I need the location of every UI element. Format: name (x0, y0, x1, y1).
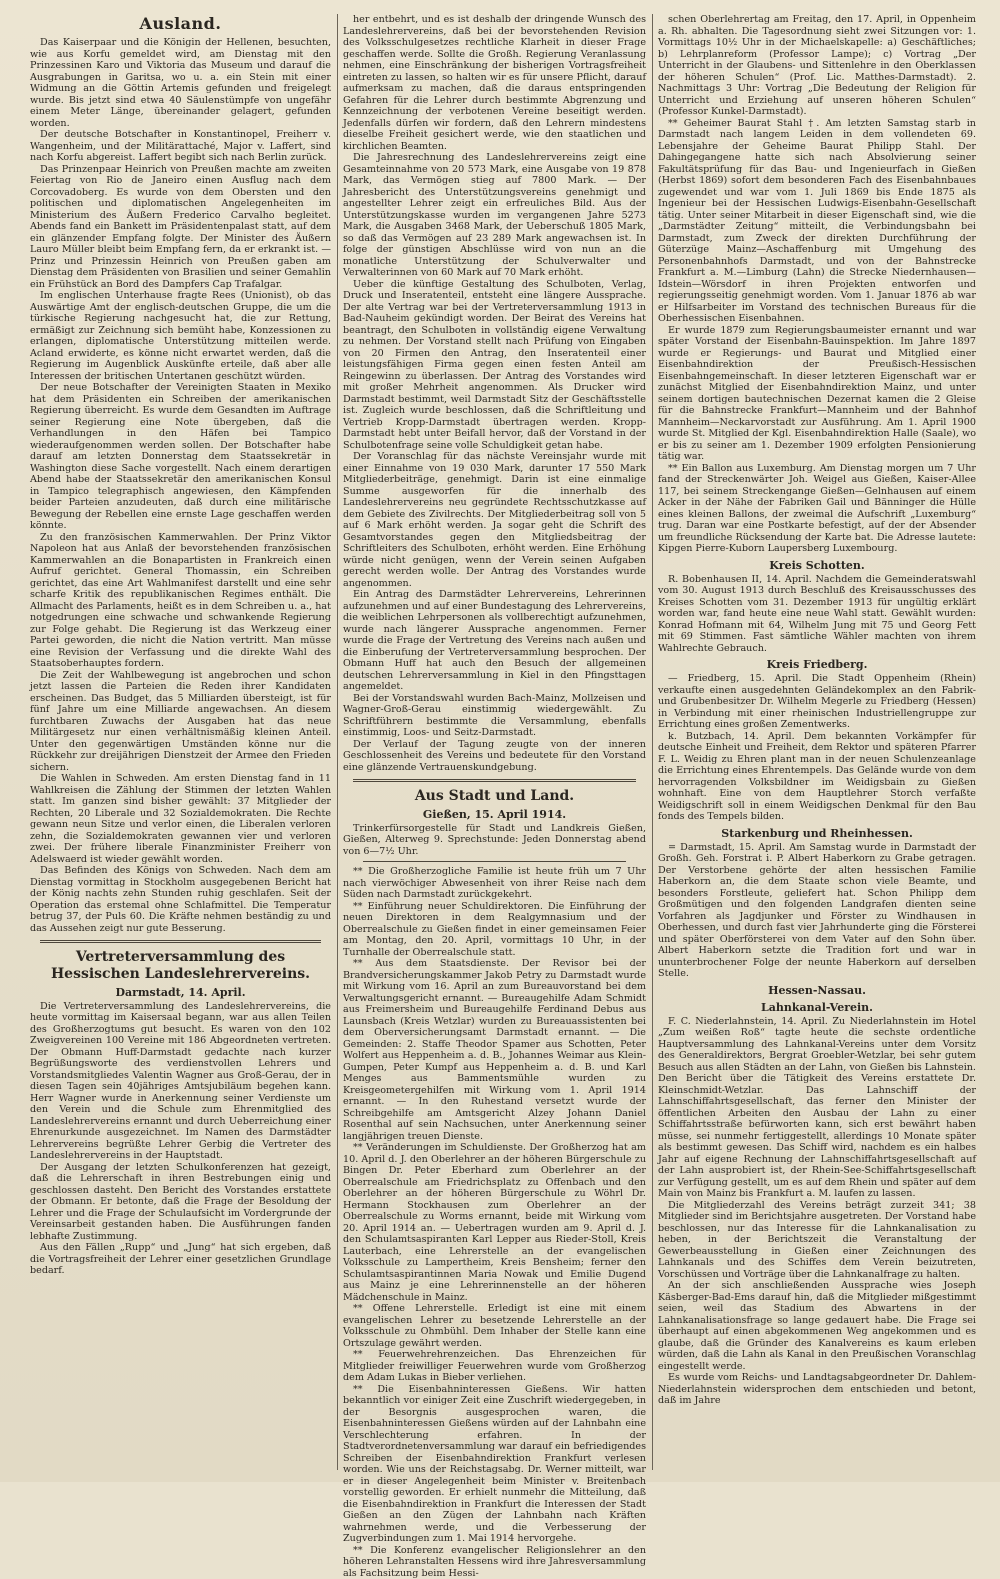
subheading-kreis-schotten: Kreis Schotten. (658, 559, 976, 572)
article-paragraph: ** Die Konferenz evangelischer Religionslehrer an den höheren Lehranstalten Hessens wird ihre Jahresversammlung als Fachsitzung beim Hessi- (343, 1545, 646, 1579)
article-paragraph: schen Oberlehrertag am Freitag, den 17. April, in Oppenheim a. Rh. abhalten. Die Tagesordnung sieht zwei Sitzungen vor: 1. Vormittags 10½ Uhr in der Michaelskapelle: a) Geschäftliches; b) Lehrplanreform (Professor Lampe); c) Vortrag „Der Unterricht in der Glaubens- und Sittenlehre in den Oberklassen der höheren Schulen“ (Prof. Lic. Matthes-Darmstadt). 2. Nachmittags 3 Uhr: Vortrag „Die Bedeutung der Religion für Unterricht und Erziehung auf unseren höheren Schulen“ (Professor Kunkel-Darmstadt). (658, 14, 976, 118)
article-paragraph: ** Die Eisenbahninteressen Gießens. Wir hatten bekanntlich vor einiger Zeit eine Zuschrift wiedergegeben, in der Besorgnis ausgesprochen waren, die Eisenbahninteressen Gießens würden auf der Lahnbahn eine Verschlechterung erfahren. In der Stadtverordnetenversammlung war darauf ein befriedigendes Schreiben der Eisenbahndirektion Frankfurt verlesen worden. Wie uns der Reichstagsabg. Dr. Werner mitteilt, war er in dieser Angelegenheit beim Minister v. Breitenbach vorstellig geworden. Er erhielt nunmehr die Mitteilung, daß die Eisenbahndirektion in Frankfurt die Interessen der Stadt Gießen an den Zügen der Lahnbahn nach Kräften wahrnehmen werde, und die Verbesserung der Zugverbindungen zum 1. Mai 1914 hervorgehe. (343, 1384, 646, 1545)
section-heading-ausland: Ausland. (30, 14, 331, 33)
article-paragraph: k. Butzbach, 14. April. Dem bekannten Vorkämpfer für deutsche Einheit und Freiheit, dem Rektor und späteren Pfarrer F. L. Weidig zu Ehren plant man in der neuen Schulenzeanlage die Errichtung eines Ehrentempels. Das Gelände wurde von dem hervorragenden Volksbildner im Weidigsbain zu Gießen wohnhaft. Eine von dem Hauptlehrer Storch verfaßte Weidigschrift soll in einem Weidigschen Denkmal für den Bau fonds des Tempels bilden. (658, 731, 976, 823)
article-paragraph: F. C. Niederlahnstein, 14. April. Zu Niederlahnstein im Hotel „Zum weißen Roß“ tagte heute die sechste ordentliche Hauptversammlung des Lahnkanal-Vereins unter dem Vorsitz des Generaldirektors, Bergrat Groebler-Wetzlar, bei sehr gutem Besuch aus allen Städten an der Lahn, von Gießen bis Lahnstein. Den Bericht über die Tätigkeit des Vereins erstattete Dr. Kleinschmidt-Wetzlar. Das Lahnschiff der Lahnschiffahrtsgesellschaft, das ferner den Minister der öffentlichen Arbeiten den Ausbau der Lahn zu einer Schiffahrtsstraße befürworten kann, sich erst bewährt haben müsse, sei nunmehr fertiggestellt, allerdings 10 Monate später als bestimmt gewesen. Das Schiff wird, nachdem es ein halbes Jahr auf eigene Rechnung der Lahnschiffahrtsgesellschaft auf der Lahn ausprobiert ist, der Rhein-See-Schiffahrtsgesellschaft zur Verfügung gestellt, um es auf dem Rhein und später auf dem Main von Mainz bis Frankfurt a. M. laufen zu lassen. (658, 1016, 976, 1200)
article-paragraph: ** Ein Ballon aus Luxemburg. Am Dienstag morgen um 7 Uhr fand der Streckenwärter Joh. Weigel aus Gießen, Kaiser-Allee 117, bei seinem Streckengange Gießen—Gelnhausen auf einem Acker in der Nähe der Fabriken Gail und Bänninger die Hülle eines kleinen Ballons, der zweimal die Aufschrift „Luxemburg“ trug. Daran war eine Postkarte befestigt, auf der der Absender um freundliche Rücksendung der Karte bat. Die Adresse lautete: Kipgen Pierre-Kuborn Laupersberg Luxembourg. (658, 463, 976, 555)
article-paragraph: Die Zeit der Wahlbewegung ist angebrochen und schon jetzt lassen die Parteien die Reden ihrer Kandidaten erscheinen. Das Budget, das 5 Milliarden übersteigt, ist für fünf Jahre um eine Milliarde angewachsen. An diesem furchtbaren Zuwachs der Ausgaben hat das neue Militärgesetz nur einen verhältnismäßig kleinen Anteil. Unter den gegenwärtigen Umständen könne nur die Rückkehr zur dreijährigen Dienstzeit der Armee den Frieden sichern. (30, 670, 331, 774)
section-heading-aus-stadt-und-land: Aus Stadt und Land. (343, 788, 646, 805)
column-3 (658, 14, 976, 1472)
article-paragraph: An der sich anschließenden Aussprache wies Joseph Käsberger-Bad-Ems darauf hin, daß die Mitglieder mißgestimmt seien, weil das Stadium des Abwartens in der Lahnkanalisationsfrage so lange gedauert habe. Die Frage sei überhaupt auf einen abgekommenen Weg angekommen und es glaube, daß die Gründer des Kanalvereins es kaum erleben würden, daß die Lahn als Kanal in den Preußischen Voranschlag eingestellt werde. (658, 1280, 976, 1372)
article-paragraph: ** Feuerwehrehrenzeichen. Das Ehrenzeichen für Mitglieder freiwilliger Feuerwehren wurde vom Großherzog dem Adam Lukas in Bieber verliehen. (343, 1349, 646, 1384)
article-paragraph: ** Veränderungen im Schuldienste. Der Großherzog hat am 10. April d. J. den Oberlehrer an der höheren Bürgerschule zu Bingen Dr. Peter Eberhard zum Oberlehrer an der Oberrealschule am Friedrichsplatz zu Offenbach und den Oberlehrer an der höheren Bürgerschule zu Wöhrl Dr. Hermann Stockhausen zum Oberlehrer an der Oberrealschule zu Worms ernannt, beide mit Wirkung vom 20. April 1914 an. — Uebertragen wurden am 9. April d. J. den Schulamtsaspiranten Karl Lepper aus Rieder-Stoll, Kreis Lauterbach, eine Lehrerstelle an der evangelischen Volksschule zu Lampertheim, Kreis Bensheim; ferner den Schulamtsaspirantinnen Maria Nowak und Emilie Dugend aus Mainz je eine Lehrerinnenstelle an der höheren Mädchenschule in Mainz. (343, 1142, 646, 1303)
article-paragraph: ** Offene Lehrerstelle. Erledigt ist eine mit einem evangelischen Lehrer zu besetzende Lehrerstelle an der Volksschule zu Ohmbühl. Dem Inhaber der Stelle kann eine Ortszulage gewährt werden. (343, 1303, 646, 1349)
column-rule (337, 14, 338, 1470)
article-paragraph: ** Geheimer Baurat Stahl †. Am letzten Samstag starb in Darmstadt nach langem Leiden in dem vollendeten 69. Lebensjahre der Geheime Baurat Philipp Stahl. Der Dahingegangene hatte sich nach Absolvierung seiner Fakultätsprüfung für das Bau- und Ingenieurfach in Gießen (Herbst 1869) sofort dem besonderen Fach des Eisenbahnbaues zugewendet und war vom 1. Juli 1869 bis Ende 1875 als Ingenieur bei der Hessischen Ludwigs-Eisenbahn-Gesellschaft tätig. Unter seiner Mitarbeit in dieser Eigenschaft sind, wie die „Darmstädter Zeitung“ mitteilt, die Verbindungsbahn bei Darmstadt, zum Zweck der direkten Durchführung der Güterzüge Mainz—Aschaffenburg mit Umgehung des Personenbahnhofs Darmstadt, und von der Bahnstrecke Frankfurt a. M.—Limburg (Lahn) die Strecke Niedernhausen—Idstein—Wörsdorf in ihren Projekten entworfen und regierungsseitig genehmigt worden. Vom 1. Januar 1876 ab war er Hilfsarbeiter im Vorstand des technischen Bureaus für die Oberhessischen Eisenbahnen. (658, 118, 976, 325)
article-paragraph: Der Ausgang der letzten Schulkonferenzen hat gezeigt, daß die Lehrerschaft in ihren Bestrebungen einig und geschlossen dasteht. Den Bericht des Vorstandes erstattete der Obmann. Er betonte, daß die Frage der Besoldung der Lehrer und die Frage der Schulaufsicht im Vordergrunde der Vereinsarbeit gestanden haben. Die Ausführungen fanden lebhafte Zustimmung. (30, 1162, 331, 1243)
section-divider (353, 779, 636, 782)
article-paragraph: Er wurde 1879 zum Regierungsbaumeister ernannt und war später Vorstand der Eisenbahn-Bauinspektion. Im Jahre 1897 wurde er Regierungs- und Baurat und Mitglied einer Eisenbahndirektion der Preußisch-Hessischen Eisenbahngemeinschaft. In dieser letzteren Eigenschaft war er zunächst Mitglied der Eisenbahndirektion Mainz, und unter seinem dortigen bautechnischen Dezernat kamen die 2 Gleise für die Bahnstrecke Frankfurt—Mannheim und der Bahnhof Mannheim—Neckarvorstadt zur Ausführung. Am 1. April 1900 wurde St. Mitglied der Kgl. Eisenbahndirektion Halle (Saale), wo er bis zu seiner am 1. Dezember 1909 erfolgten Pensionierung tätig war. (658, 325, 976, 463)
article-paragraph: ** Die Großherzogliche Familie ist heute früh um 7 Uhr nach vierwöchiger Abwesenheit von ihrer Reise nach dem Süden nach Darmstadt zurückgekehrt. (343, 866, 646, 901)
column-rule (652, 14, 653, 1470)
article-paragraph: Der Verlauf der Tagung zeugte von der inneren Geschlossenheit des Vereins und bedeutete für den Vorstand eine glänzende Vertrauenskundgebung. (343, 739, 646, 774)
subheading-lahnkanal-verein: Lahnkanal-Verein. (658, 1001, 976, 1014)
article-paragraph: ** Einführung neuer Schuldirektoren. Die Einführung der neuen Direktoren in dem Realgymnasium und der Oberrealschule zu Gießen findet in einer gemeinsamen Feier am Montag, den 20. April, vormittags 10 Uhr, in der Turnhalle der Oberrealschule statt. (343, 901, 646, 959)
article-paragraph: Es wurde vom Reichs- und Landtagsabgeordneter Dr. Dahlem-Niederlahnstein widersprochen dem entschieden und betont, daß im Jahre (658, 1372, 976, 1407)
article-paragraph: = Darmstadt, 15. April. Am Samstag wurde in Darmstadt der Großh. Geh. Forstrat i. P. Albert Haberkorn zu Grabe getragen. Der Verstorbene gehörte der alten hessischen Familie Haberkorn an, die dem Staate schon viele Beamte, und besonders Forstleute, geliefert hat. Schon Philipp dem Großmütigen und den folgenden Landgrafen dienten seine Vorfahren als Jagdjunker und Förster zu Windhausen in Oberhessen, und durch fast vier Jahrhunderte ging die Försterei und später Oberförsterei von dem Vater auf den Sohn über. Albert Haberkorn setzte die Tradition fort und war in ununterbrochener Folge der neunte Haberkorn auf derselben Stelle. (658, 842, 976, 980)
article-paragraph: her entbehrt, und es ist deshalb der dringende Wunsch des Landeslehrervereins, daß bei der bevorstehenden Revision des Volksschulgesetzes rechtliche Klarheit in dieser Frage geschaffen werde. Sollte die Großh. Regierung Veranlassung nehmen, eine Einschränkung der bisherigen Vortragsfreiheit eintreten zu lassen, so halten wir es für unsere Pflicht, darauf aufmerksam zu machen, daß die daraus entspringenden Gefahren für die Lehrer durch bestimmte Abgrenzung und Kennzeichnung der verbotenen Vereine beseitigt werden. Jedenfalls dürfen wir fordern, daß den Lehrern mindestens dieselbe Freiheit gesichert werde, wie den staatlichen und kirchlichen Beamten. (343, 14, 646, 152)
subheading-hessen-nassau: Hessen-Nassau. (658, 984, 976, 997)
column-2 (343, 14, 646, 1472)
article-paragraph: Der neue Botschafter der Vereinigten Staaten in Mexiko hat dem Präsidenten ein Schreiben der amerikanischen Regierung überreicht. Es wurde dem Gesandten im Auftrage seiner Regierung eine Note übergeben, daß die Verhandlungen in den Häfen bei Tampico wiederaufgenommen werden sollen. Der Botschafter habe darauf am letzten Donnerstag dem Staatssekretär in Washington diese Sache vorgestellt. Nach einem derartigen Abend habe der Staatssekretär den amerikanischen Konsul in Tampico telegraphisch angewiesen, den Kämpfenden beider Parteien anzudeuten, daß durch eine militärische Bewegung der Rebellen eine ernste Lage geschaffen werden könnte. (30, 382, 331, 532)
article-paragraph: Der Voranschlag für das nächste Vereinsjahr wurde mit einer Einnahme von 19 030 Mark, darunter 17 550 Mark Mitgliederbeiträge, genehmigt. Darin ist eine einmalige Summe ausgeworfen für die innerhalb des Landeslehrervereins neu gegründete Rechtsschutzkasse auf dem Gebiete des Zivilrechts. Der Mitgliederbeitrag soll von 5 auf 6 Mark erhöht werden. Ja sogar geht die Schrift des Gesamtvorstandes gegen den Mitgliedsbeitrag der Schriftleiters des Schulboten, erhöht werden. Eine Erhöhung würde nicht genügen, wenn der Verein seinen Aufgaben gerecht werden wolle. Der Antrag des Vorstandes wurde angenommen. (343, 451, 646, 589)
article-paragraph: Das Prinzenpaar Heinrich von Preußen machte am zweiten Feiertag von Rio de Janeiro einen Ausflug nach dem Corcovadoberg. Es wurde von dem Obersten und den politischen und diplomatischen Angelegenheiten im Ministerium des Äußern Frederico Carvalho begleitet. Abends fand ein Bankett im Präsidentenpalast statt, auf dem ein glänzender Empfang folgte. Der Minister des Äußern Lauro Müller bleibt beim Empfang fern, da er erkrankt ist. — Prinz und Prinzessin Heinrich von Preußen gaben am Dienstag dem Präsidenten von Brasilien und seiner Gemahlin ein Frühstück an Bord des Dampfers Cap Trafalgar. (30, 164, 331, 291)
article-paragraph: Ein Antrag des Darmstädter Lehrervereins, Lehrerinnen aufzunehmen und auf einer Bundestagung des Lehrervereins, die weiblichen Lehrpersonen als vollberechtigt aufzunehmen, wurde nach längerer Aussprache angenommen. Ferner wurde die Frage der Vertretung des Vereins nach außen und die Einberufung der Vertreterversammlung besprochen. Der Obmann Huff hat auch den Besuch der allgemeinen deutschen Lehrerversammlung in Kiel in den Pfingsttagen angemeldet. (343, 589, 646, 693)
subheading-kreis-friedberg: Kreis Friedberg. (658, 658, 976, 671)
article-paragraph: Im englischen Unterhause fragte Rees (Unionist), ob das Auswärtige Amt der englisch-deutschen Gruppe, die um die türkische Regierung nachgesucht hat, die zur Rettung, ermäßigt zur Zeichnung sich bemüht habe, Konzessionen zu erlangen, diplomatische Unterstützung mitteilen werde. Acland erwiderte, es könne nicht erwartet werden, daß die Regierung im Augenblick Auskünfte erteile, daß aber alle Interessen der britischen Untertanen geschützt würden. (30, 290, 331, 382)
notice-paragraph: Trinkerfürsorgestelle für Stadt und Landkreis Gießen, Gießen, Alterweg 9. Sprechstunde: Jeden Donnerstag abend von 6—7½ Uhr. (343, 823, 646, 858)
column-1 (30, 14, 331, 1472)
article-paragraph: ** Aus dem Staatsdienste. Der Revisor bei der Brandversicherungskammer Jakob Petry zu Darmstadt wurde mit Wirkung vom 16. April an zum Bureauvorstand bei dem Verwaltungsgericht ernannt. — Bureaugehilfe Adam Schmidt aus Freimersheim und Bureaugehilfe Ferdinand Debus aus Launsbach (Kreis Wetzlar) wurden zu Bureauassistenten bei dem Oberversicherungsamt Darmstadt ernannt. — Die Gemeinden: 2. Staffe Theodor Spamer aus Schotten, Peter Wolfert aus Heppenheim a. d. B., Johannes Weimar aus Klein-Gumpen, Peter Kumpf aus Heppenheim a. d. B. und Karl Menges aus Bammentsmühle wurden zu Kreisgeometergehilfen mit Wirkung vom 1. April 1914 ernannt. — In den Ruhestand versetzt wurde der Schreibgehilfe am Amtsgericht Alzey Johann Daniel Rosenthal auf sein Nachsuchen, unter Anerkennung seiner langjährigen treuen Dienste. (343, 958, 646, 1142)
dateline: Darmstadt, 14. April. (30, 987, 331, 999)
subheading-starkenburg: Starkenburg und Rheinhessen. (658, 827, 976, 840)
article-heading-vertreterversammlung: Vertreterversammlung des Hessischen Landeslehrervereins. (30, 949, 331, 983)
section-divider (40, 940, 321, 943)
article-paragraph: Aus den Fällen „Rupp“ und „Jung“ hat sich ergeben, daß die Vortragsfreiheit der Lehrer einer gesetzlichen Grundlage bedarf. (30, 1242, 331, 1277)
article-paragraph: Das Befinden des Königs von Schweden. Nach dem am Dienstag vormittag in Stockholm ausgegebenen Bericht hat der König nachts zehn Stunden ruhig geschlafen. Seit der Operation das erstemal ohne Schlafmittel. Die Temperatur betrug 37, der Puls 60. Die Kräfte nehmen beständig zu und das Aussehen zeigt nur gute Besserung. (30, 865, 331, 934)
article-paragraph: Die Vertreterversammlung des Landeslehrervereins, die heute vormittag im Kaisersaal begann, war aus allen Teilen des Großherzogtums gut besucht. Es waren von den 102 Zweigvereinen 100 Vereine mit 186 Abgeordneten vertreten. Der Obmann Huff-Darmstadt gedachte nach kurzer Begrüßungsworte des verdienstvollen Lehrers und Vorstandsmitgliedes Valentin Wagner aus Groß-Gerau, der in diesen Tagen sein 40jähriges Amtsjubiläum begehen kann. Herr Wagner wurde in Anerkennung seiner Verdienste um den Verein und die Schule zum Ehrenmitglied des Landeslehrervereins ernannt und durch Ueberreichung einer Ehrenurkunde ausgezeichnet. Im Namen des Darmstädter Lehrervereins begrüßte Lehrer Gerbig die Vertreter des Landeslehrervereins in der Hauptstadt. (30, 1001, 331, 1162)
article-paragraph: Die Jahresrechnung des Landeslehrervereins zeigt eine Gesamteinnahme von 20 573 Mark, eine Ausgabe von 19 878 Mark, das Vermögen stieg auf 7800 Mark. — Der Jahresbericht des Unterstützungsvereins genehmigt und angestellter Lehrer zeigt ein erfreuliches Bild. Aus der Unterstützungskasse wurden im vergangenen Jahre 5273 Mark, die Ausgaben 3468 Mark, der Ueberschuß 1805 Mark, so daß das Vermögen auf 23 289 Mark angewachsen ist. In folge der günstigen Abschlüsse wird von nun an die monatliche Unterstützung der Schulverwalter und Verwalterinnen von 60 Mark auf 70 Mark erhöht. (343, 152, 646, 279)
divider (363, 861, 626, 862)
article-paragraph: — Friedberg, 15. April. Die Stadt Oppenheim (Rhein) verkaufte einen ausgedehnten Geländekomplex an den Fabrik- und Grubenbesitzer Dr. Wilhelm Megerle zu Friedberg (Hessen) in Verbindung mit einer rheinischen Industriellengruppe zur Errichtung eines großen Zementwerks. (658, 673, 976, 731)
article-paragraph: Die Wahlen in Schweden. Am ersten Dienstag fand in 11 Wahlkreisen die Zählung der Stimmen der letzten Wahlen statt. Im ganzen sind bisher gewählt: 37 Mitglieder der Rechten, 20 Liberale und 32 Sozialdemokraten. Die Rechte gewann neun Sitze und verlor einen, die Liberalen verloren zehn, die Sozialdemokraten gewannen vier und verloren zwei. Der frühere liberale Finanzminister Freiherr von Adelswaerd ist wieder gewählt worden. (30, 773, 331, 865)
article-paragraph: R. Bobenhausen II, 14. April. Nachdem die Gemeinderatswahl vom 30. August 1913 durch Beschluß des Kreisausschusses des Kreises Schotten vom 31. Dezember 1913 für ungültig erklärt worden war, fand heute eine neue Wahl statt. Gewählt wurden: Konrad Hofmann mit 64, Wilhelm Jung mit 75 und Georg Fett mit 69 Stimmen. Fast sämtliche Wähler machten von ihrem Wahlrechte Gebrauch. (658, 574, 976, 655)
article-paragraph: Die Mitgliederzahl des Vereins beträgt zurzeit 341; 38 Mitglieder sind im Berichtsjahre ausgetreten. Der Vorstand habe beschlossen, nur das Interesse für die Lahnkanalisation zu heben, in der Berichtszeit die Veranstaltung der Gewerbeausstellung in Gießen einer Zeichnungen des Lahnkanals und des Schiffes dem Verein beizutreten, Vorschüssen und Vorträge über die Lahnkanalfrage zu halten. (658, 1200, 976, 1281)
article-paragraph: Zu den französischen Kammerwahlen. Der Prinz Viktor Napoleon hat aus Anlaß der bevorstehenden französischen Kammerwahlen an die Bonapartisten in Frankreich einen Aufruf gerichtet. General Thomassin, ein Schreiben gerichtet, das eine Art Wahlmanifest darstellt und eine sehr scharfe Kritik des republikanischen Regimes enthält. Die Allmacht des Parlaments, heißt es in dem Schreiben u. a., hat notgedrungen eine schwache und schwankende Regierung zur Folge gehabt. Die Regierung ist das Werkzeug einer Partei geworden, die nicht die Nation vertritt. Man müsse eine Revision der Verfassung und die direkte Wahl des Staatsoberhauptes fordern. (30, 532, 331, 670)
article-paragraph: Ueber die künftige Gestaltung des Schulboten, Verlag, Druck und Inseratenteil, entsteht eine längere Aussprache. Der alte Vertrag war bei der Vertreterversammlung 1913 in Bad-Nauheim gekündigt worden. Der Beirat des Vereins hat beantragt, den Schulboten in vollständig eigene Verwaltung zu nehmen. Der Vorstand stellt nach Prüfung von Eingaben von 20 Firmen den Antrag, den Inseratenteil einer leistungsfähigen Firma gegen einen festen Anteil am Reingewinn zu überlassen. Der Antrag des Vorstandes wird mit großer Mehrheit angenommen. Als Drucker wird Darmstadt bestimmt, weil Darmstadt Sitz der Geschäftsstelle ist. Zugleich wurde beschlossen, daß die Schriftleitung und Vertrieb Kropp-Darmstadt übertragen werden. Kropp-Darmstadt hebt unter Beifall hervor, daß der Vorstand in der Schulbotenfrage seine volle Schuldigkeit getan habe. (343, 279, 646, 452)
dateline: Gießen, 15. April 1914. (343, 809, 646, 821)
article-paragraph: Der deutsche Botschafter in Konstantinopel, Freiherr v. Wangenheim, und der Militärattaché, Major v. Laffert, sind nach Korfu abgereist. Laffert begibt sich nach Berlin zurück. (30, 129, 331, 164)
article-paragraph: Das Kaiserpaar und die Königin der Hellenen, besuchten, wie aus Korfu gemeldet wird, am Dienstag mit den Prinzessinen Karo und Viktoria das Museum und darauf die Ausgrabungen in Garitsa, wo u. a. ein Stein mit einer Widmung an die Göttin Artemis gefunden und freigelegt wurde. Bis jetzt sind etwa 40 Säulenstümpfe von ungefähr einem Meter Länge, übereinander gelagert, gefunden worden. (30, 37, 331, 129)
article-paragraph: Bei der Vorstandswahl wurden Bach-Mainz, Mollzeisen und Wagner-Groß-Gerau einstimmig wiedergewählt. Zu Schriftführern bestimmte die Versammlung, ebenfalls einstimmig, Loos- und Seitz-Darmstadt. (343, 693, 646, 739)
